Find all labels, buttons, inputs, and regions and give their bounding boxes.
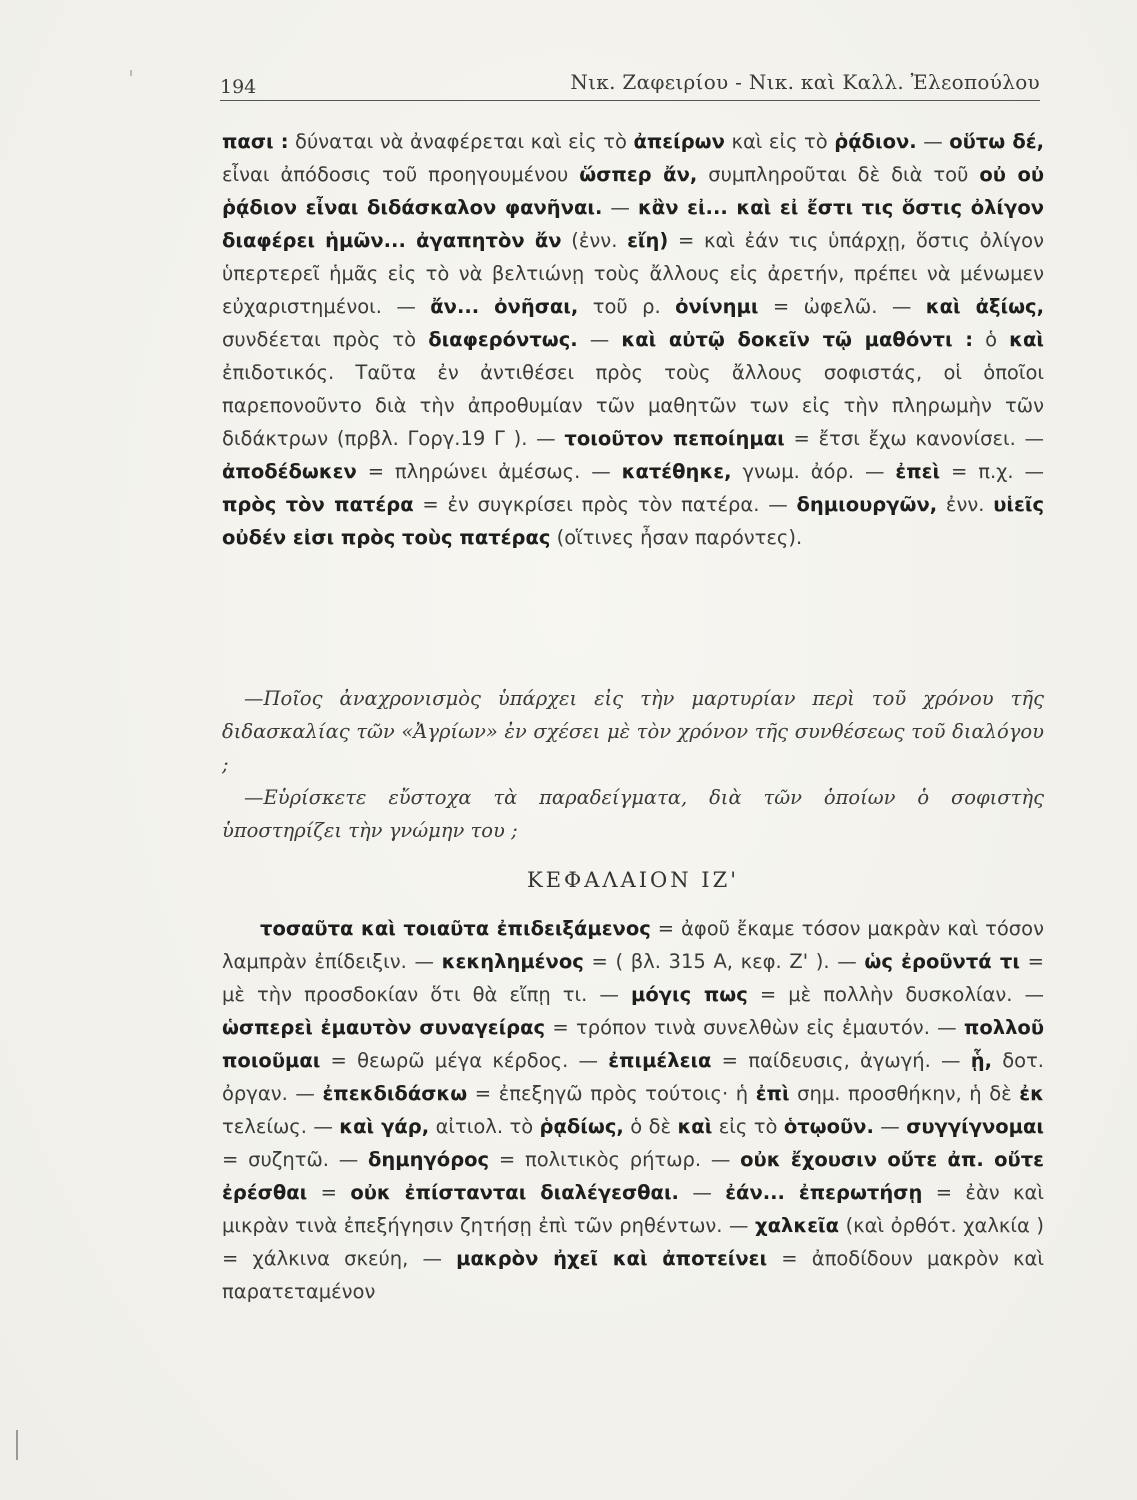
- commentary-paragraph: [222, 125, 1044, 554]
- gloss-text: = ἀφοῦ ἔκαμε τόσον μακρὰν καὶ τόσον λαμπρὰν ἐπίδειξιν. —: [222, 917, 1044, 973]
- gloss-text: συμπληροῦται δὲ διὰ τοῦ: [697, 163, 980, 186]
- gloss-text: —: [916, 130, 950, 153]
- gloss-text: = θεωρῶ μέγα κέρδος. —: [320, 1049, 609, 1072]
- lemma-term: ἐάν... ἐπερωτήσῃ: [725, 1181, 923, 1204]
- lemma-term: χαλκεῖα: [755, 1214, 840, 1237]
- gloss-text: = ὠφελῶ. —: [758, 295, 926, 318]
- lemma-term: ἀποδέδωκεν: [222, 460, 357, 483]
- chapter-commentary-block: [222, 912, 1044, 1308]
- lemma-term: καὶ ἀξίως,: [925, 295, 1045, 318]
- margin-mark: [16, 1430, 18, 1460]
- gloss-text: (ἐνν.: [561, 229, 628, 252]
- lemma-term: τοιοῦτον πεποίημαι: [564, 427, 785, 450]
- gloss-text: = καὶ ἐάν τις ὑπάρχῃ, ὅστις ὀλίγον ὑπερτερεῖ ἡμᾶς εἰς τὸ νὰ βελτιώνῃ τοὺς ἄλλους εἰς ἀρετήν, πρέπει νὰ μένωμεν εὐχαριστημένοι. —: [222, 229, 1044, 318]
- gloss-text: = παίδευσις, ἀγωγή. —: [711, 1049, 971, 1072]
- lemma-term: δημιουργῶν,: [796, 493, 938, 516]
- lemma-term: εἴη): [627, 229, 669, 252]
- gloss-text: = μὲ τὴν προσδοκίαν ὅτι θὰ εἴπῃ τι. —: [222, 950, 1044, 1006]
- gloss-text: = ἐπεξηγῶ πρὸς τούτοις· ἡ: [467, 1082, 756, 1105]
- gloss-text: γνωμ. ἀόρ. —: [731, 460, 896, 483]
- lemma-term: κατέθηκε,: [621, 460, 732, 483]
- lemma-term: ὥσπερ ἄν,: [579, 163, 698, 186]
- chapter-commentary-paragraph: [222, 912, 1044, 1308]
- lemma-term: ὡσπερεὶ ἐμαυτὸν συναγείρας: [222, 1016, 546, 1039]
- lemma-term: δημηγόρος: [368, 1148, 490, 1171]
- lemma-term: ἐπεκδιδάσκω: [322, 1082, 468, 1105]
- lemma-term: καὶ: [1009, 328, 1045, 351]
- gloss-text: ὁ: [973, 328, 1010, 351]
- lemma-term: καὶ αὐτῷ δοκεῖν τῷ μαθόντι :: [621, 328, 974, 351]
- gloss-text: = μὲ πολλὴν δυσκολίαν. —: [747, 983, 1045, 1006]
- questions-block: [222, 682, 1044, 847]
- question-2: —Εὑρίσκετε εὔστοχα τὰ παραδείγματα, διὰ τῶν ὁποίων ὁ σοφιστὴς ὑποστηρίζει τὴν γνώμην του ;: [222, 786, 1044, 842]
- lemma-term: μόγις πως: [630, 983, 748, 1006]
- lemma-term: ἐπεὶ: [895, 460, 941, 483]
- gloss-text: = τρόπον τινὰ συνελθὼν εἰς ἐμαυτόν. —: [545, 1016, 964, 1039]
- gloss-text: = πολιτικὸς ρήτωρ. —: [489, 1148, 741, 1171]
- lemma-term: ἐπὶ: [755, 1082, 790, 1105]
- lemma-term: τοσαῦτα καὶ τοιαῦτα ἐπιδειξάμενος: [260, 917, 651, 940]
- lemma-term: ὡς ἐροῦντά τι: [864, 950, 1020, 973]
- lemma-term: ῥᾳδίως,: [539, 1115, 624, 1138]
- gloss-text: αἰτιολ. τὸ: [429, 1115, 540, 1138]
- gloss-text: τελείως. —: [222, 1115, 340, 1138]
- lemma-term: ἐκ: [1019, 1082, 1044, 1105]
- lemma-term: οὕτω δέ,: [949, 130, 1044, 153]
- lemma-term: ὀνίνημι: [675, 295, 759, 318]
- page-number: 194: [220, 76, 257, 98]
- lemma-term: καὶ: [677, 1115, 713, 1138]
- gloss-text: = ἔτσι ἔχω κανονίσει. —: [784, 427, 1045, 450]
- header-rule: [220, 100, 1040, 101]
- gloss-text: (οἵτινες ἦσαν παρόντες).: [550, 526, 803, 549]
- lemma-term: πολλοῦ ποιοῦμαι: [222, 1016, 1044, 1072]
- gloss-text: καὶ εἰς τὸ: [724, 130, 835, 153]
- question-1: —Ποῖος ἀναχρονισμὸς ὑπάρχει εἰς τὴν μαρτυρίαν περὶ τοῦ χρόνου τῆς διδασκαλίας τῶν «Ἀγρίων» ἐν σχέσει μὲ τὸν χρόνον τῆς συνθέσεως τοῦ διαλόγου ;: [222, 687, 1044, 776]
- lemma-term: οὐ οὐ ῥᾴδιον εἶναι διδάσκαλον φανῆναι.: [222, 163, 1045, 219]
- lemma-term: κεκηλημένος: [441, 950, 584, 973]
- lemma-term: ὁτῳοῦν.: [783, 1115, 874, 1138]
- lemma-term: διαφερόντως.: [428, 328, 578, 351]
- lemma-term: πρὸς τὸν πατέρα: [222, 493, 414, 516]
- gloss-text: = συζητῶ. —: [222, 1148, 368, 1171]
- gloss-text: σημ. προσθήκην, ἡ δὲ: [789, 1082, 1020, 1105]
- lemma-term: συγγίγνομαι: [906, 1115, 1045, 1138]
- gloss-text: = πληρώνει ἀμέσως. —: [356, 460, 622, 483]
- lemma-term: ᾗ,: [970, 1049, 992, 1072]
- lemma-term: οὐκ ἔχουσιν οὔτε ἀπ. οὔτε ἐρέσθαι: [222, 1148, 1044, 1204]
- gloss-text: συνδέεται πρὸς τὸ: [222, 328, 429, 351]
- gloss-text: = ἐὰν καὶ μικρὰν τινὰ ἐπεξήγησιν ζητήσῃ ἐπὶ τῶν ρηθέντων. —: [222, 1181, 1044, 1237]
- gloss-text: = ( βλ. 315 Α, κεφ. Ζ' ). —: [583, 950, 865, 973]
- lemma-term: ἀπείρων: [633, 130, 725, 153]
- running-title: Νικ. Ζαφειρίου - Νικ. καὶ Καλλ. Ἐλεοπούλου: [570, 70, 1040, 94]
- gloss-text: = ἐν συγκρίσει πρὸς τὸν πατέρα. —: [413, 493, 797, 516]
- lemma-term: ἄν... ὀνῆσαι,: [430, 295, 579, 318]
- gloss-text: —: [678, 1181, 726, 1204]
- gloss-text: τοῦ ρ.: [578, 295, 676, 318]
- gloss-text: ἐνν.: [937, 493, 994, 516]
- gloss-text: ἐπιδοτικός. Ταῦτα ἐν ἀντιθέσει πρὸς τοὺς ἄλλους σοφιστάς, οἱ ὁποῖοι παρεπονοῦντο διὰ τὴν ἀπροθυμίαν τῶν μαθητῶν των εἰς τὴν πληρωμὴν τῶν διδάκτρων (πρβλ. Γοργ.19 Γ ). —: [222, 361, 1044, 450]
- gloss-text: —: [577, 328, 622, 351]
- gloss-text: εἶναι ἀπόδοσις τοῦ προηγουμένου: [222, 163, 580, 186]
- commentary-block: [222, 125, 1044, 554]
- lemma-term: υἱεῖς οὐδέν εἰσι πρὸς τοὺς πατέρας: [222, 493, 1044, 549]
- chapter-heading: ΚΕΦΑΛΑΙΟΝ ΙΖ': [527, 868, 739, 892]
- gloss-text: δύναται νὰ ἀναφέρεται καὶ εἰς τὸ: [288, 130, 634, 153]
- gloss-text: =: [307, 1181, 351, 1204]
- page-header: [220, 70, 1040, 100]
- lemma-term: πασι :: [222, 130, 289, 153]
- scan-mark: [130, 70, 132, 76]
- gloss-text: = π.χ. —: [940, 460, 1044, 483]
- gloss-text: = ἀποδίδουν μακρὸν καὶ παρατεταμένον: [222, 1247, 1045, 1303]
- lemma-term: κἂν εἰ... καὶ εἰ ἔστι τις ὅστις ὀλίγον διαφέρει ἡμῶν... ἀγαπητὸν ἄν: [222, 196, 1044, 252]
- gloss-text: —: [602, 196, 638, 219]
- gloss-text: δοτ. ὀργαν. —: [222, 1049, 1045, 1105]
- lemma-term: ῥᾴδιον.: [834, 130, 917, 153]
- lemma-term: οὐκ ἐπίστανται διαλέγεσθαι.: [350, 1181, 679, 1204]
- lemma-term: μακρὸν ἠχεῖ καὶ ἀποτείνει: [456, 1247, 768, 1270]
- gloss-text: ὁ δὲ: [623, 1115, 678, 1138]
- gloss-text: (καὶ ὀρθότ. χαλκία ) = χάλκινα σκεύη, —: [222, 1214, 1044, 1270]
- gloss-text: εἰς τὸ: [712, 1115, 784, 1138]
- lemma-term: ἐπιμέλεια: [608, 1049, 712, 1072]
- gloss-text: —: [873, 1115, 907, 1138]
- lemma-term: καὶ γάρ,: [339, 1115, 430, 1138]
